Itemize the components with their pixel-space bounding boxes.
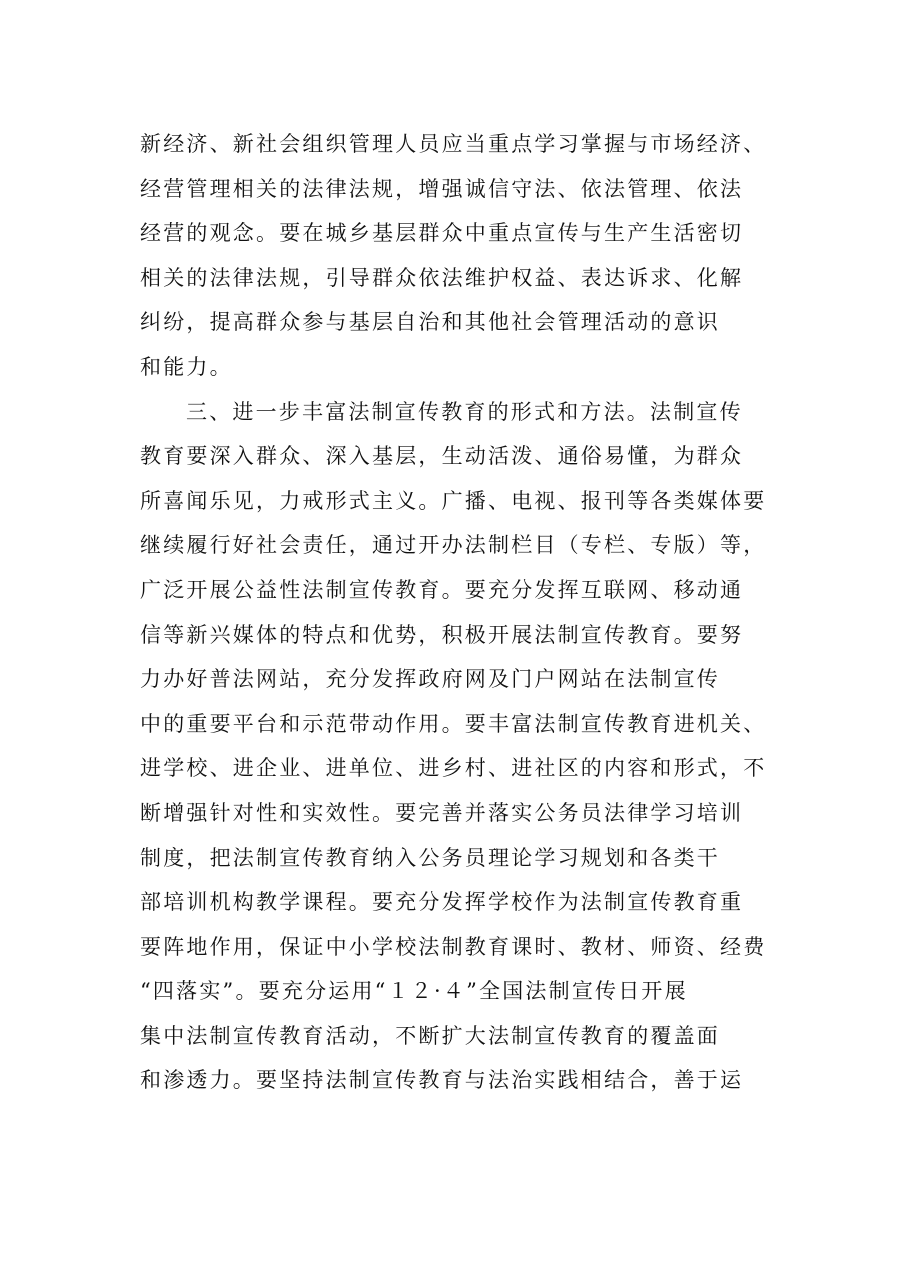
text-line: 制度，把法制宣传教育纳入公务员理论学习规划和各类干	[140, 845, 720, 870]
text-line: 相关的法律法规，引导群众依法维护权益、表达诉求、化解	[140, 265, 744, 290]
section-heading-line: 三、进一步丰富法制宣传教育的形式和方法。法制宣传	[186, 399, 743, 424]
text-line: 所喜闻乐见，力戒形式主义。广播、电视、报刊等各类媒体要	[140, 488, 767, 513]
text-line: 纠纷，提高群众参与基层自治和其他社会管理活动的意识	[140, 310, 720, 335]
text-line: 中的重要平台和示范带动作用。要丰富法制宣传教育进机关、	[140, 711, 767, 736]
text-line: 新经济、新社会组织管理人员应当重点学习掌握与市场经济、	[140, 132, 767, 156]
text-line: 经营的观念。要在城乡基层群众中重点宣传与生产生活密切	[140, 221, 744, 246]
text-line: 部培训机构教学课程。要充分发挥学校作为法制宣传教育重	[140, 890, 744, 915]
text-line: 经营管理相关的法律法规，增强诚信守法、依法管理、依法	[140, 176, 744, 201]
text-line: 进学校、进企业、进单位、进乡村、进社区的内容和形式，不	[140, 756, 767, 781]
text-line: 教育要深入群众、深入基层，生动活泼、通俗易懂，为群众	[140, 444, 744, 469]
text-line: 力办好普法网站，充分发挥政府网及门户网站在法制宣传	[140, 667, 720, 692]
text-line: 和能力。	[140, 354, 233, 379]
text-line: 要阵地作用，保证中小学校法制教育课时、教材、师资、经费	[140, 934, 767, 959]
text-line: 集中法制宣传教育活动，不断扩大法制宣传教育的覆盖面	[140, 1023, 720, 1048]
text-line: “四落实”。要充分运用“１２·４”全国法制宣传日开展	[140, 979, 688, 1004]
body-text	[140, 122, 800, 1103]
text-line: 和渗透力。要坚持法制宣传教育与法治实践相结合，善于运	[140, 1068, 744, 1093]
text-line: 继续履行好社会责任，通过开办法制栏目（专栏、专版）等，	[140, 533, 767, 558]
text-line: 断增强针对性和实效性。要完善并落实公务员法律学习培训	[140, 800, 744, 825]
text-line: 广泛开展公益性法制宣传教育。要充分发挥互联网、移动通	[140, 577, 744, 602]
text-line: 信等新兴媒体的特点和优势，积极开展法制宣传教育。要努	[140, 622, 744, 647]
